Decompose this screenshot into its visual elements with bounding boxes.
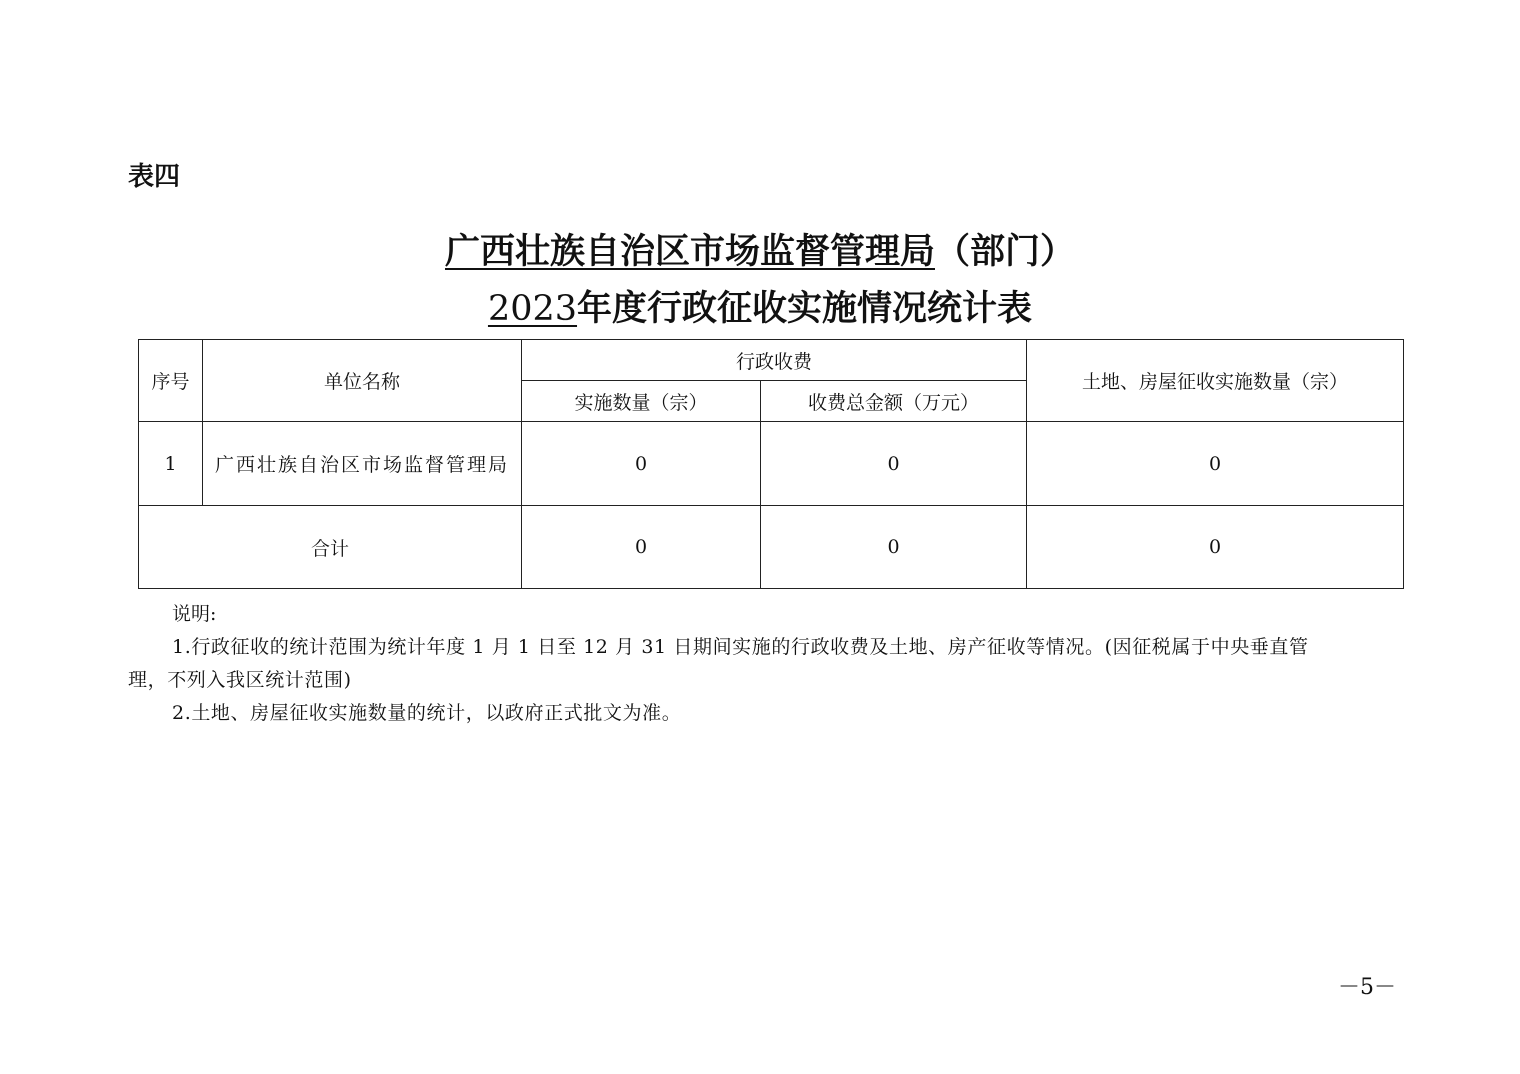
table-row	[139, 422, 1404, 506]
row-unit-name: 广西壮族自治区市场监督管理局	[203, 422, 522, 506]
table-label: 表四	[128, 162, 181, 192]
notes-section	[128, 598, 1393, 730]
row-index: 1	[139, 422, 203, 506]
header-fee-count: 实施数量（宗）	[522, 381, 761, 422]
title-subject: 年度行政征收实施情况统计表	[577, 289, 1033, 329]
total-fee-count: 0	[522, 506, 761, 589]
statistics-table	[138, 339, 1404, 589]
header-land-count: 土地、房屋征收实施数量（宗）	[1027, 340, 1404, 422]
page-number: －5－	[1338, 975, 1396, 1000]
total-fee-total: 0	[761, 506, 1027, 589]
header-fee-total: 收费总金额（万元）	[761, 381, 1027, 422]
row-fee-total: 0	[761, 422, 1027, 506]
header-index: 序号	[139, 340, 203, 422]
notes-heading: 说明:	[172, 603, 217, 625]
note-item-1-line-1: 1.行政征收的统计范围为统计年度 1 月 1 日至 12 月 31 日期间实施的行政收费及土地、房产征收等情况。(因征税属于中央垂直管	[172, 636, 1309, 658]
header-admin-fee-group: 行政收费	[522, 340, 1027, 381]
total-land-count: 0	[1027, 506, 1404, 589]
row-land-count: 0	[1027, 422, 1404, 506]
header-unit-name: 单位名称	[203, 340, 522, 422]
title-department-name: 广西壮族自治区市场监督管理局	[444, 232, 935, 272]
total-row	[139, 506, 1404, 589]
note-item-1-line-2: 理，不列入我区统计范围)	[128, 669, 352, 691]
header-row-1	[139, 340, 1404, 381]
total-label: 合计	[139, 506, 522, 589]
document-title-line1	[0, 224, 1520, 274]
document-title-line2	[0, 281, 1520, 331]
title-year: 2023	[487, 289, 578, 329]
note-item-2: 2.土地、房屋征收实施数量的统计，以政府正式批文为准。	[172, 702, 682, 724]
row-fee-count: 0	[522, 422, 761, 506]
title-department-suffix: （部门）	[935, 232, 1076, 272]
